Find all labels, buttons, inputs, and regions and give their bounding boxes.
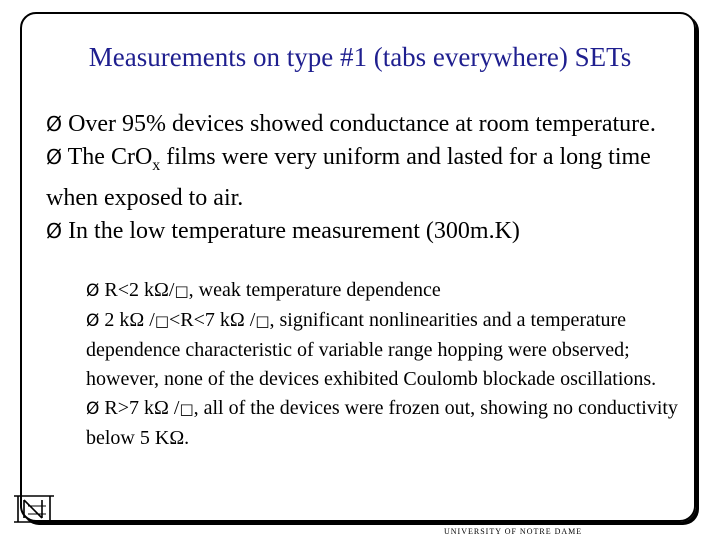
sub-bullet-mid-resistance <box>86 306 686 394</box>
square-symbol: □ <box>174 282 189 300</box>
sub-bullet-text: , all of the devices were frozen out, showing no conductivity below 5 KΩ. <box>86 397 678 449</box>
bullet-text-o: O <box>134 144 153 170</box>
sub-bullet-text: R<2 kΩ/ <box>104 279 175 301</box>
square-symbol: □ <box>179 400 194 418</box>
sub-bullet-text: <R<7 kΩ / <box>169 309 256 331</box>
square-symbol: □ <box>255 312 270 330</box>
sub-bullet-text: , weak temperature dependence <box>188 279 441 301</box>
sub-bullet-text: 2 kΩ / <box>104 309 155 331</box>
bullet-crox-films <box>46 141 686 215</box>
sub-bullet-text: , significant nonlinearities and a temperature dependence characteristic of variable range hopping were observed; however, none of the devices exhibited Coulomb blockade oscillations. <box>86 309 657 390</box>
bullet-low-temperature <box>46 215 686 248</box>
bullet-text: Over 95% devices showed conductance at room temperature. <box>68 111 656 137</box>
bullet-arrow-icon: Ø <box>86 311 100 331</box>
subscript-x: x <box>152 156 161 174</box>
sub-bullets <box>86 276 686 453</box>
bullet-text: In the low temperature measurement (300m.K) <box>68 217 520 244</box>
bullet-arrow-icon: Ø <box>46 218 63 243</box>
sub-bullet-low-resistance <box>86 276 686 306</box>
sub-bullet-high-resistance <box>86 394 686 453</box>
notre-dame-logo-icon <box>12 492 56 526</box>
bullet-text-pre: The Cr <box>67 144 135 170</box>
bullet-text-post: films were very uniform and lasted for a long time when exposed to air. <box>46 144 651 211</box>
bullet-arrow-icon: Ø <box>86 281 100 301</box>
bullet-room-temperature <box>46 108 686 141</box>
square-symbol: □ <box>154 312 169 330</box>
university-footer: UNIVERSITY OF NOTRE DAME <box>444 527 583 536</box>
bullet-arrow-icon: Ø <box>86 399 100 419</box>
slide-title: Measurements on type #1 (tabs everywhere) SETs <box>88 42 632 72</box>
sub-bullet-text: R>7 kΩ / <box>104 397 180 419</box>
bullet-arrow-icon: Ø <box>46 145 63 169</box>
bullet-arrow-icon: Ø <box>46 112 63 136</box>
main-bullets <box>46 108 686 248</box>
